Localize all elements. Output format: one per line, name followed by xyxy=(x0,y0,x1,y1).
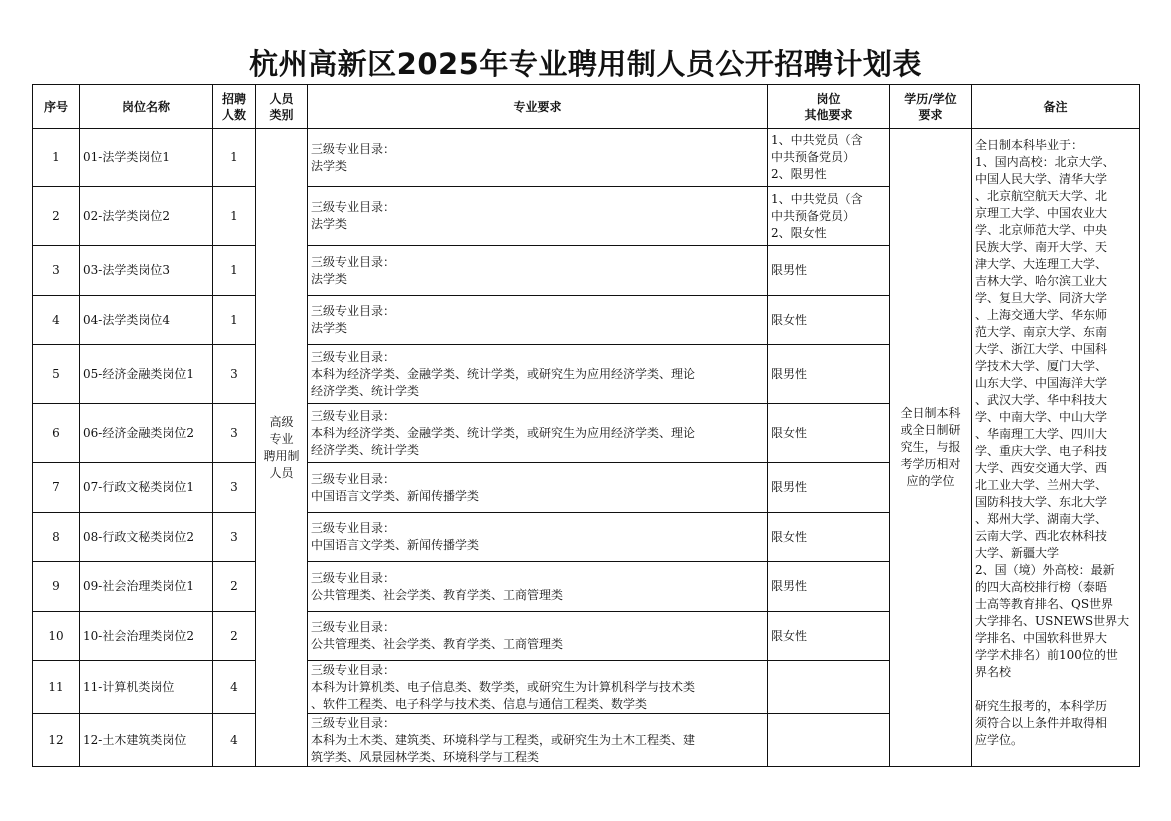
major-line: 三级专业目录： xyxy=(311,304,396,318)
education-line: 或全日制研 xyxy=(900,423,961,437)
hire-count: 4 xyxy=(213,714,256,767)
note-line: 须符合以上条件并取得相 xyxy=(975,716,1108,730)
major-line: 、软件工程类、电子科学与技术类、信息与通信工程类、数学类 xyxy=(311,696,648,711)
recruitment-plan-table xyxy=(32,84,1140,767)
note-line: 学学术排名）前100位的世 xyxy=(975,648,1118,662)
header-edu-line1: 学历/学位 xyxy=(904,91,957,106)
note-line: 津大学、大连理工大学、 xyxy=(975,257,1108,271)
row-no: 2 xyxy=(33,187,80,246)
row-no: 8 xyxy=(33,513,80,562)
major-line: 三级专业目录： xyxy=(311,521,396,535)
other-line: 中共预备党员） xyxy=(771,208,856,223)
position-name: 02-法学类岗位2 xyxy=(80,187,213,246)
note-line: 、郑州大学、湖南大学、 xyxy=(975,512,1108,526)
header-education xyxy=(890,85,972,129)
major-line: 经济学类、统计学类 xyxy=(311,442,420,457)
major-line: 法学类 xyxy=(311,271,348,286)
major-requirement xyxy=(308,404,768,463)
major-line: 公共管理类、社会学类、教育学类、工商管理类 xyxy=(311,587,564,602)
note-line: 界名校 xyxy=(975,665,1012,679)
major-line: 三级专业目录： xyxy=(311,254,396,269)
major-line: 三级专业目录： xyxy=(311,570,396,585)
other-line: 2、限女性 xyxy=(771,225,827,240)
position-name: 11-计算机类岗位 xyxy=(80,661,213,714)
note-line: 范大学、南京大学、东南 xyxy=(975,325,1108,339)
major-line: 筑学类、风景园林学类、环境科学与工程类 xyxy=(311,749,540,764)
staff-type-line: 人员 xyxy=(269,465,294,480)
hire-count: 3 xyxy=(213,345,256,404)
other-requirement xyxy=(768,562,890,612)
note-line: 云南大学、西北农林科技 xyxy=(975,529,1108,543)
major-line: 本科为土木类、建筑类、环境科学与工程类，或研究生为土木工程类、建 xyxy=(311,732,696,747)
note-line: 学技术大学、厦门大学、 xyxy=(975,359,1108,373)
major-requirement xyxy=(308,513,768,562)
note-line: 大学、西安交通大学、西 xyxy=(975,461,1108,475)
education-cell xyxy=(890,129,972,767)
note-line xyxy=(975,681,1136,698)
note-line: 2、国（境）外高校：最新 xyxy=(975,563,1115,577)
hire-count: 2 xyxy=(213,612,256,661)
other-line: 限女性 xyxy=(771,529,808,544)
other-line: 限女性 xyxy=(771,312,808,327)
note-line: 学排名、中国软科世界大 xyxy=(975,631,1108,645)
staff-type-line: 聘用制 xyxy=(263,448,300,463)
row-no: 9 xyxy=(33,562,80,612)
header-other-line2: 其他要求 xyxy=(804,107,853,122)
other-requirement xyxy=(768,513,890,562)
position-name: 12-土木建筑类岗位 xyxy=(80,714,213,767)
note-cell xyxy=(972,129,1140,767)
note-line: 学、重庆大学、电子科技 xyxy=(975,444,1108,458)
major-line: 本科为经济学类、金融学类、统计学类，或研究生为应用经济学类、理论 xyxy=(311,425,696,440)
note-line: 1、国内高校：北京大学、 xyxy=(975,155,1115,169)
other-requirement xyxy=(768,296,890,345)
staff-type-line: 高级 xyxy=(269,414,294,429)
position-name: 06-经济金融类岗位2 xyxy=(80,404,213,463)
row-no: 11 xyxy=(33,661,80,714)
major-requirement xyxy=(308,345,768,404)
major-line: 三级专业目录： xyxy=(311,471,396,486)
education-line: 应的学位 xyxy=(906,474,955,488)
major-line: 法学类 xyxy=(311,321,348,335)
hire-count: 1 xyxy=(213,296,256,345)
position-name: 08-行政文秘类岗位2 xyxy=(80,513,213,562)
other-line: 限女性 xyxy=(771,628,808,643)
major-requirement xyxy=(308,463,768,513)
header-count-line1: 招聘 xyxy=(221,91,246,106)
note-line: 大学、浙江大学、中国科 xyxy=(975,342,1108,356)
note-line: 应学位。 xyxy=(975,733,1024,747)
other-line: 1、中共党员（含 xyxy=(771,133,863,147)
other-line: 限男性 xyxy=(771,366,808,381)
hire-count: 3 xyxy=(213,404,256,463)
major-line: 本科为计算机类、电子信息类、数学类，或研究生为计算机科学与技术类 xyxy=(311,679,696,694)
other-requirement xyxy=(768,463,890,513)
major-requirement xyxy=(308,246,768,296)
header-other xyxy=(768,85,890,129)
position-name: 04-法学类岗位4 xyxy=(80,296,213,345)
other-line: 限女性 xyxy=(771,425,808,440)
note-line: 、华南理工大学、四川大 xyxy=(975,427,1108,441)
staff-type-line: 专业 xyxy=(269,431,294,446)
major-line: 三级专业目录： xyxy=(311,662,396,677)
header-no: 序号 xyxy=(33,85,80,129)
note-line: 学、北京师范大学、中央 xyxy=(975,223,1108,237)
note-line: 民族大学、南开大学、天 xyxy=(975,240,1108,254)
position-name: 09-社会治理类岗位1 xyxy=(80,562,213,612)
note-line: 、武汉大学、华中科技大 xyxy=(975,393,1108,407)
note-line: 学、中南大学、中山大学 xyxy=(975,410,1108,424)
note-line: 京理工大学、中国农业大 xyxy=(975,206,1108,220)
major-line: 公共管理类、社会学类、教育学类、工商管理类 xyxy=(311,637,564,651)
other-line: 2、限男性 xyxy=(771,167,827,181)
note-line: 大学、新疆大学 xyxy=(975,546,1060,560)
header-row xyxy=(33,85,1140,129)
major-line: 法学类 xyxy=(311,217,348,231)
major-requirement xyxy=(308,714,768,767)
other-requirement xyxy=(768,612,890,661)
note-line: 山东大学、中国海洋大学 xyxy=(975,376,1108,390)
row-no: 7 xyxy=(33,463,80,513)
other-requirement xyxy=(768,187,890,246)
header-note: 备注 xyxy=(972,85,1140,129)
other-line: 限男性 xyxy=(771,480,808,494)
hire-count: 3 xyxy=(213,463,256,513)
major-line: 三级专业目录： xyxy=(311,200,396,214)
major-line: 三级专业目录： xyxy=(311,408,396,423)
other-requirement xyxy=(768,404,890,463)
note-line: 研究生报考的，本科学历 xyxy=(975,699,1108,713)
header-staff-type xyxy=(256,85,308,129)
major-line: 三级专业目录： xyxy=(311,349,396,364)
position-name: 05-经济金融类岗位1 xyxy=(80,345,213,404)
other-requirement xyxy=(768,345,890,404)
other-requirement xyxy=(768,661,890,714)
major-requirement xyxy=(308,661,768,714)
note-line: 、北京航空航天大学、北 xyxy=(975,189,1108,203)
hire-count: 2 xyxy=(213,562,256,612)
hire-count: 1 xyxy=(213,246,256,296)
other-requirement xyxy=(768,246,890,296)
position-name: 07-行政文秘类岗位1 xyxy=(80,463,213,513)
note-line: 国防科技大学、东北大学 xyxy=(975,495,1108,509)
note-line: 北工业大学、兰州大学、 xyxy=(975,478,1108,492)
table-row xyxy=(33,129,1140,187)
header-type-line2: 类别 xyxy=(269,107,294,122)
other-line: 限男性 xyxy=(771,579,808,593)
note-line: 的四大高校排行榜（泰晤 xyxy=(975,580,1108,594)
header-count-line2: 人数 xyxy=(221,107,246,122)
note-line: 学、复旦大学、同济大学 xyxy=(975,291,1108,305)
position-name: 01-法学类岗位1 xyxy=(80,129,213,187)
row-no: 10 xyxy=(33,612,80,661)
education-line: 考学历相对 xyxy=(900,457,961,471)
note-line: 大学排名、USNEWS世界大 xyxy=(975,614,1130,628)
row-no: 4 xyxy=(33,296,80,345)
hire-count: 1 xyxy=(213,187,256,246)
education-line: 全日制本科 xyxy=(900,406,961,420)
education-line: 究生，与报 xyxy=(900,440,961,454)
header-type-line1: 人员 xyxy=(269,91,294,106)
major-requirement xyxy=(308,296,768,345)
header-position: 岗位名称 xyxy=(80,85,213,129)
note-line: 吉林大学、哈尔滨工业大 xyxy=(975,274,1108,288)
major-requirement xyxy=(308,129,768,187)
row-no: 3 xyxy=(33,246,80,296)
major-requirement xyxy=(308,187,768,246)
note-line: 中国人民大学、清华大学 xyxy=(975,172,1108,186)
position-name: 03-法学类岗位3 xyxy=(80,246,213,296)
hire-count: 4 xyxy=(213,661,256,714)
page-title: 杭州高新区2025年专业聘用制人员公开招聘计划表 xyxy=(249,47,922,81)
other-line: 1、中共党员（含 xyxy=(771,191,863,206)
major-line: 法学类 xyxy=(311,158,348,173)
major-line: 三级专业目录： xyxy=(311,620,396,634)
other-line: 限男性 xyxy=(771,263,808,277)
major-line: 经济学类、统计学类 xyxy=(311,383,420,398)
major-line: 本科为经济学类、金融学类、统计学类，或研究生为应用经济学类、理论 xyxy=(311,366,696,381)
row-no: 12 xyxy=(33,714,80,767)
hire-count: 3 xyxy=(213,513,256,562)
major-requirement xyxy=(308,612,768,661)
note-line: 士高等教育排名、QS世界 xyxy=(975,597,1114,611)
other-requirement xyxy=(768,714,890,767)
other-requirement xyxy=(768,129,890,187)
other-line: 中共预备党员） xyxy=(771,150,856,164)
hire-count: 1 xyxy=(213,129,256,187)
header-other-line1: 岗位 xyxy=(816,91,841,106)
row-no: 5 xyxy=(33,345,80,404)
header-edu-line2: 要求 xyxy=(918,107,943,122)
header-count xyxy=(213,85,256,129)
row-no: 6 xyxy=(33,404,80,463)
note-line: 、上海交通大学、华东师 xyxy=(975,308,1108,322)
row-no: 1 xyxy=(33,129,80,187)
header-major: 专业要求 xyxy=(308,85,768,129)
major-line: 中国语言文学类、新闻传播学类 xyxy=(311,538,480,552)
major-line: 三级专业目录： xyxy=(311,141,396,156)
staff-type-cell xyxy=(256,129,308,767)
major-requirement xyxy=(308,562,768,612)
major-line: 三级专业目录： xyxy=(311,715,396,730)
position-name: 10-社会治理类岗位2 xyxy=(80,612,213,661)
major-line: 中国语言文学类、新闻传播学类 xyxy=(311,488,480,503)
note-line: 全日制本科毕业于： xyxy=(975,138,1084,152)
